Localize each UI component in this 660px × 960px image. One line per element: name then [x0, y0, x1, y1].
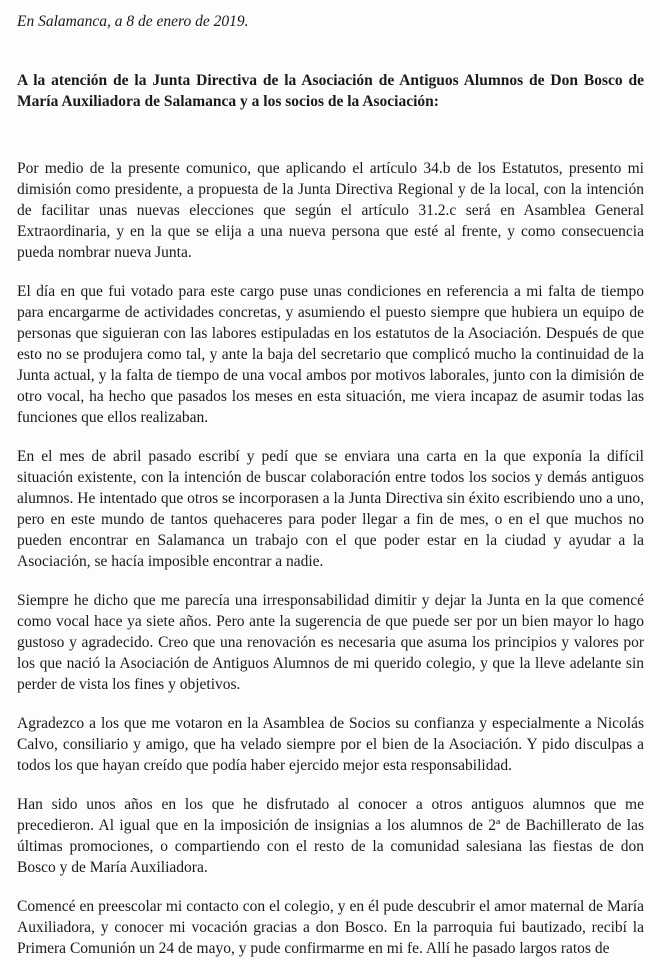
date-line: En Salamanca, a 8 de enero de 2019. [17, 13, 249, 30]
paragraph-resignation: Por medio de la presente comunico, que aplicando el artículo 34.b de los Estatutos, presento mi dimisión como presidente, a propuesta de la Junta Directiva Regional y de la local, con la intención de facilitar unas nuevas elecciones que según el artículo 31.2.c será en Asamblea General Extraordinaria, y en la que se elija a una nueva persona que esté al frente, y como consecuencia pueda nombrar nueva Junta. [17, 160, 644, 261]
paragraph-conditions: El día en que fui votado para este cargo puse unas condiciones en referencia a mi falta de tiempo para encargarme de actividades concretas, y asumiendo el puesto siempre que hubiera un equipo de personas que siguieran con las labores estipuladas en los estatutos de la Asociación. Después de que esto no se produjera como tal, y ante la baja del secretario que complicó mucho la continuidad de la Junta actual, y la falta de tiempo de una vocal ambos por motivos laborales, junto con la dimisión de otro vocal, ha hecho que pasados los meses en esta situación, me viera incapaz de asumir todas las funciones que ellos realizaban. [17, 283, 644, 426]
letter-address: A la atención de la Junta Directiva de la Asociación de Antiguos Alumnos de Don Bosco de María Auxiliadora de Salamanca y a los socios de la Asociación: [17, 72, 644, 110]
paragraph-thanks: Agradezco a los que me votaron en la Asamblea de Socios su confianza y especialmente a Nicolás Calvo, consiliario y amigo, que ha velado siempre por el bien de la Asociación. Y pido disculpas a todos los que hayan creído que podía haber ejercido mejor esta responsabilidad. [17, 715, 644, 774]
paragraph-childhood: Comencé en preescolar mi contacto con el colegio, y en él pude descubrir el amor maternal de María Auxiliadora, y conocer mi vocación gracias a don Bosco. En la parroquia fui bautizado, recibí la Primera Comunión un 24 de mayo, y pude confirmarme en mi fe. Allí he pasado largos ratos de [17, 898, 644, 957]
paragraph-years: Han sido unos años en los que he disfrutado al conocer a otros antiguos alumnos que me precedieron. Al igual que en la imposición de insignias a los alumnos de 2ª de Bachillerato de las últimas promociones, o compartiendo con el resto de la comunidad salesiana las fiestas de don Bosco y de María Auxiliadora. [17, 796, 644, 876]
letter-body [17, 158, 644, 959]
paragraph-april-letter: En el mes de abril pasado escribí y pedí que se enviara una carta en la que exponía la difícil situación existente, con la intención de buscar colaboración entre todos los socios y demás antiguos alumnos. He intentado que otros se incorporasen a la Junta Directiva sin éxito escribiendo uno a uno, pero en este mundo de tantos quehaceres para poder llegar a fin de mes, o en el que muchos no pueden encontrar en Salamanca un trabajo con el que poder estar en la ciudad y ayudar a la Asociación, se hacía imposible encontrar a nadie. [17, 448, 644, 570]
paragraph-renewal: Siempre he dicho que me parecía una irresponsabilidad dimitir y dejar la Junta en la que comencé como vocal hace ya siete años. Pero ante la sugerencia de que puede ser por un bien mayor lo hago gustoso y agradecido. Creo que una renovación es necesaria que asuma los principios y valores por los que nació la Asociación de Antiguos Alumnos de mi querido colegio, y que la lleve adelante sin perder de vista los fines y objetivos. [17, 592, 644, 693]
